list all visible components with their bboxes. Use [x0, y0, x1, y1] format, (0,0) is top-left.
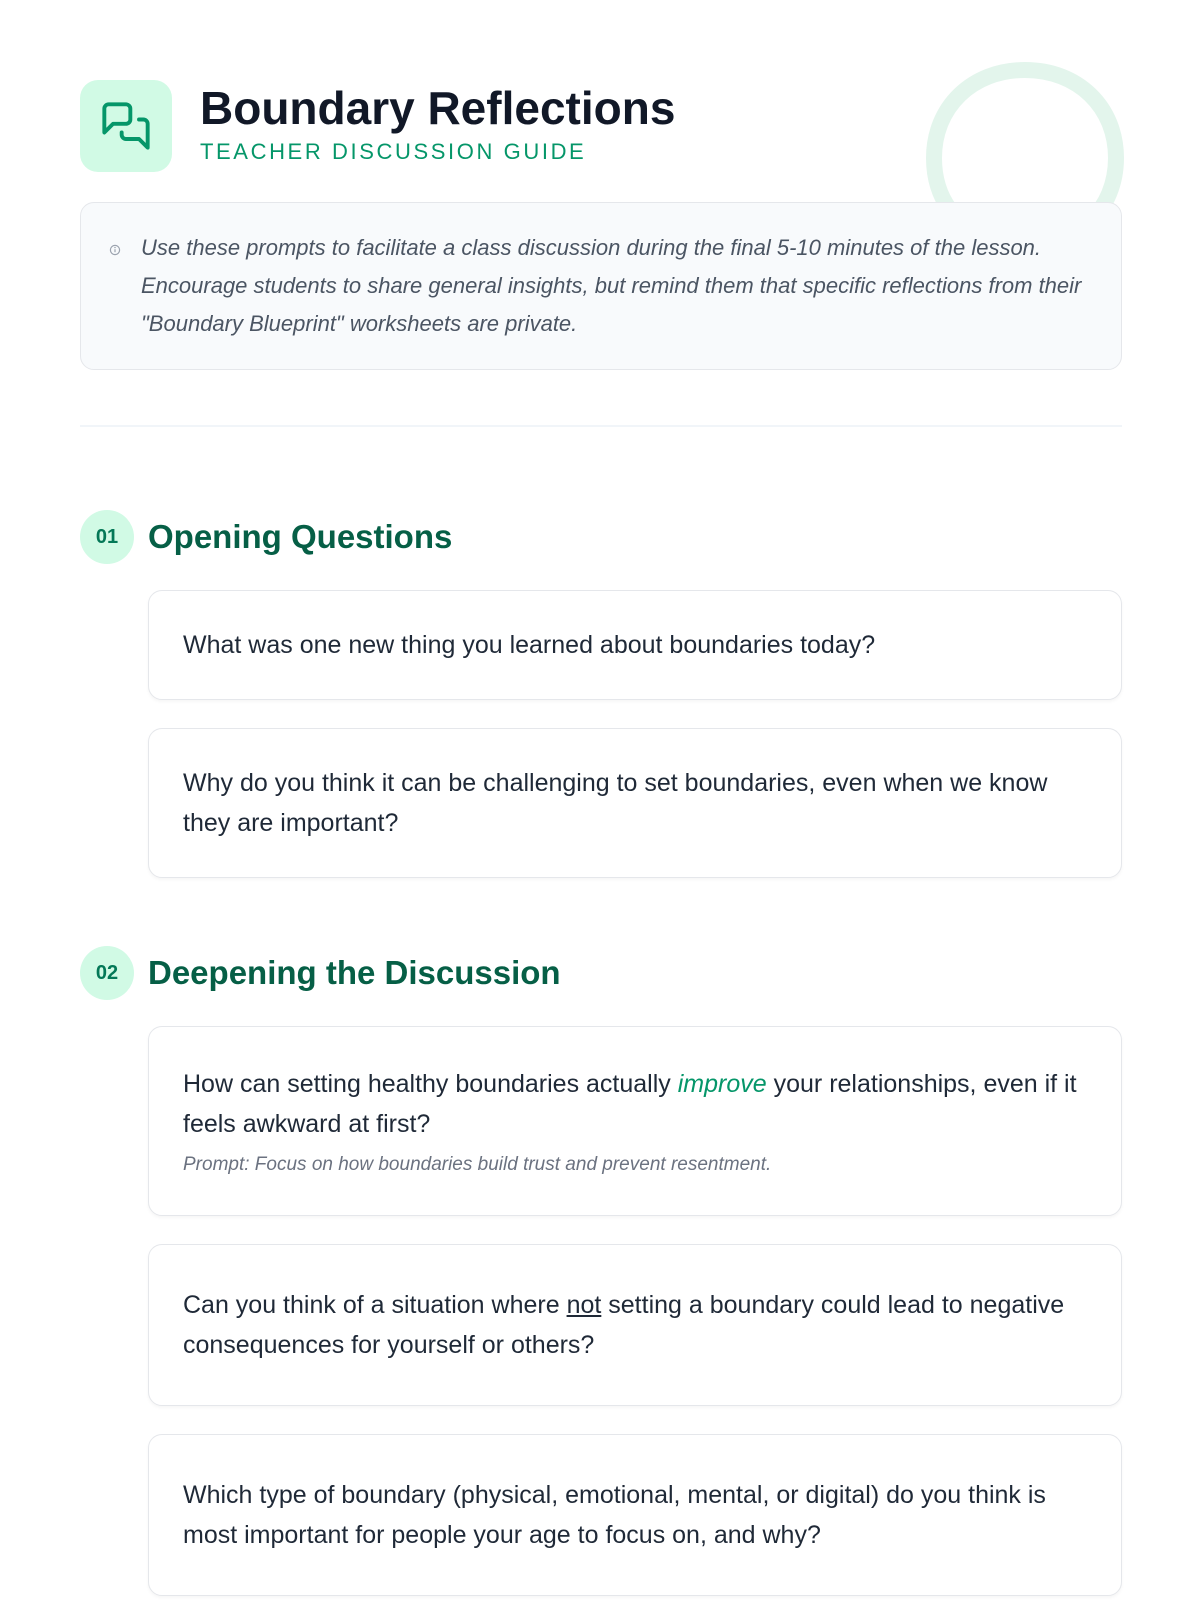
header-text — [200, 81, 675, 165]
divider — [80, 425, 1122, 427]
question-text-end: setting a boundary could lead to negative consequences for yourself or others? — [183, 1291, 1065, 1359]
question-text — [183, 1064, 1087, 1144]
page-title: Boundary Reflections — [200, 82, 676, 134]
section-deepening-discussion — [80, 946, 561, 1000]
question-text-end: your relationships, even if it feels awkward at first? — [183, 1070, 1077, 1138]
question-emphasis: improve — [677, 1070, 767, 1098]
question-emphasis: not — [566, 1291, 602, 1319]
question-card — [148, 1244, 1122, 1406]
question-card — [148, 1026, 1122, 1216]
question-card — [148, 728, 1122, 878]
question-text-start: How can setting healthy boundaries actually — [183, 1070, 678, 1098]
question-card — [148, 590, 1122, 700]
question-text: What was one new thing you learned about boundaries today? — [183, 631, 876, 659]
page-header — [80, 80, 675, 172]
facilitator-note — [80, 202, 1122, 370]
chat-bubbles-icon — [80, 80, 172, 172]
page-subtitle: TEACHER DISCUSSION GUIDE — [200, 139, 587, 164]
section-number-badge: 02 — [80, 946, 134, 1000]
section-title: Opening Questions — [148, 518, 453, 555]
question-hint: Prompt: Focus on how boundaries build trust and prevent resentment. — [183, 1154, 772, 1175]
question-text: Why do you think it can be challenging to set boundaries, even when we know they are important? — [183, 769, 1048, 837]
section-title: Deepening the Discussion — [148, 954, 561, 991]
section-number-badge: 01 — [80, 510, 134, 564]
facilitator-note-text: Use these prompts to facilitate a class discussion during the final 5-10 minutes of the lesson. Encourage students to share general insights, but remind them that specific reflections from their "Boundary Blueprint" worksheets are private. — [141, 235, 1082, 336]
question-text: Which type of boundary (physical, emotional, mental, or digital) do you think is most important for people your age to focus on, and why? — [183, 1481, 1046, 1549]
section-opening-questions — [80, 510, 452, 564]
question-text — [183, 1285, 1087, 1365]
info-icon — [109, 244, 121, 256]
question-text-start: Can you think of a situation where — [183, 1291, 567, 1319]
question-card — [148, 1434, 1122, 1596]
